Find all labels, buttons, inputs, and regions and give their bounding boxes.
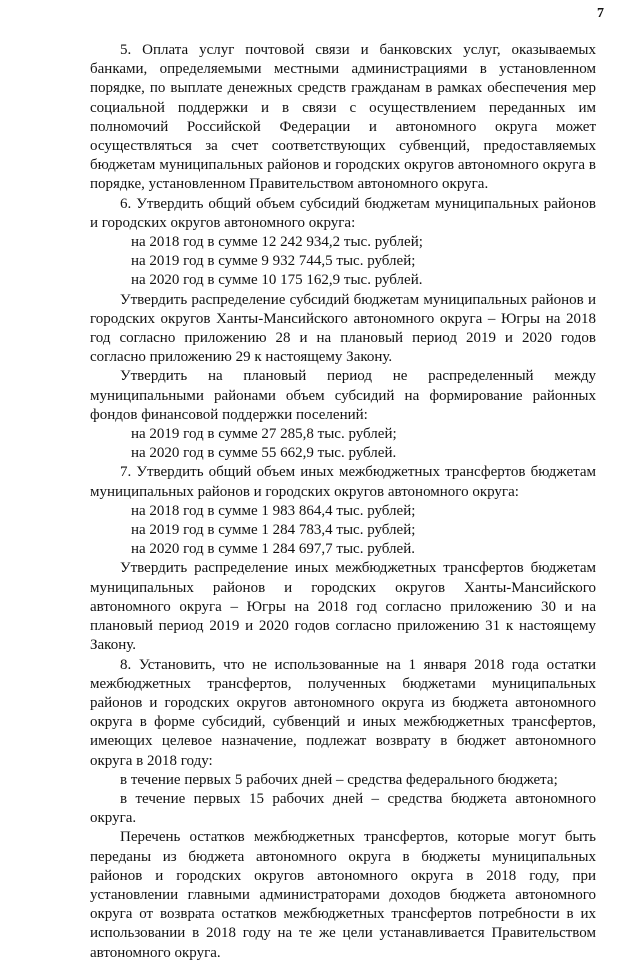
amount-line: на 2019 год в сумме 27 285,8 тыс. рублей; xyxy=(131,426,397,443)
paragraph: 5. Оплата услуг почтовой связи и банковских услуг, оказываемых банками, определяемыми местными администрациями в установленном порядке, по выплате денежных средств гражданам в рамках обеспечения мер социальной поддержки и в связи с осуществлением переданных им полномочий Российской Федерации и автономного округа может осуществляться за счет соответствующих субвенций, предоставляемых бюджетам муниципальных районов и городских округов автономного округа в порядке, установленном Правительством автономного округа. xyxy=(90,42,596,193)
paragraph: 8. Установить, что не использованные на 1 января 2018 года остатки межбюджетных трансфертов, полученных бюджетами муниципальных районов и городских округов автономного округа из бюджета автономного округа в форме субсидий, субвенций и иных межбюджетных трансфертов, имеющих целевое назначение, подлежат возврату в бюджет автономного округа в 2018 году: xyxy=(90,656,596,769)
amount-line: на 2019 год в сумме 9 932 744,5 тыс. рублей; xyxy=(131,253,416,270)
amount-line: на 2020 год в сумме 10 175 162,9 тыс. рублей. xyxy=(131,272,423,289)
amount-line: на 2020 год в сумме 1 284 697,7 тыс. рублей. xyxy=(131,541,415,558)
amount-line: на 2018 год в сумме 1 983 864,4 тыс. рублей; xyxy=(131,502,416,519)
paragraph: в течение первых 15 рабочих дней – средства бюджета автономного округа. xyxy=(90,790,596,827)
paragraph: 7. Утвердить общий объем иных межбюджетных трансфертов бюджетам муниципальных районов и городских округов автономного округа: xyxy=(90,464,596,500)
paragraph: 6. Утвердить общий объем субсидий бюджетам муниципальных районов и городских округов автономного округа: xyxy=(90,195,596,231)
amount-line: на 2020 год в сумме 55 662,9 тыс. рублей. xyxy=(131,445,397,462)
paragraph: Утвердить на плановый период не распределенный между муниципальными районами объем субсидий на формирование районных фондов финансовой поддержки поселений: xyxy=(90,368,596,423)
paragraph: Перечень остатков межбюджетных трансфертов, которые могут быть переданы из бюджета автономного округа в бюджеты муниципальных районов и городских округов автономного округа в 2018 году, при установлении главными администраторами доходов бюджета автономного округа от возврата остатков межбюджетных трансфертов потребности в их использовании в 2018 году на те же цели устанавливается Правительством автономного округа. xyxy=(90,829,596,961)
amount-line: на 2019 год в сумме 1 284 783,4 тыс. рублей; xyxy=(131,522,416,539)
paragraph: в течение первых 5 рабочих дней – средства федерального бюджета; xyxy=(120,771,558,788)
paragraph: Утвердить распределение иных межбюджетных трансфертов бюджетам муниципальных районов и городских округов Ханты-Мансийского автономного округа – Югры на 2018 год согласно приложению 30 и на плановый период 2019 и 2020 годов согласно приложению 31 к настоящему Закону. xyxy=(90,560,596,654)
amount-line: на 2018 год в сумме 12 242 934,2 тыс. рублей; xyxy=(131,234,423,251)
document-body xyxy=(90,41,596,963)
paragraph: Утвердить распределение субсидий бюджетам муниципальных районов и городских округов Ханты-Мансийского автономного округа – Югры на 2018 год согласно приложению 28 и на плановый период 2019 и 2020 годов согласно приложению 29 к настоящему Закону. xyxy=(90,291,596,366)
page-number: 7 xyxy=(597,6,604,21)
